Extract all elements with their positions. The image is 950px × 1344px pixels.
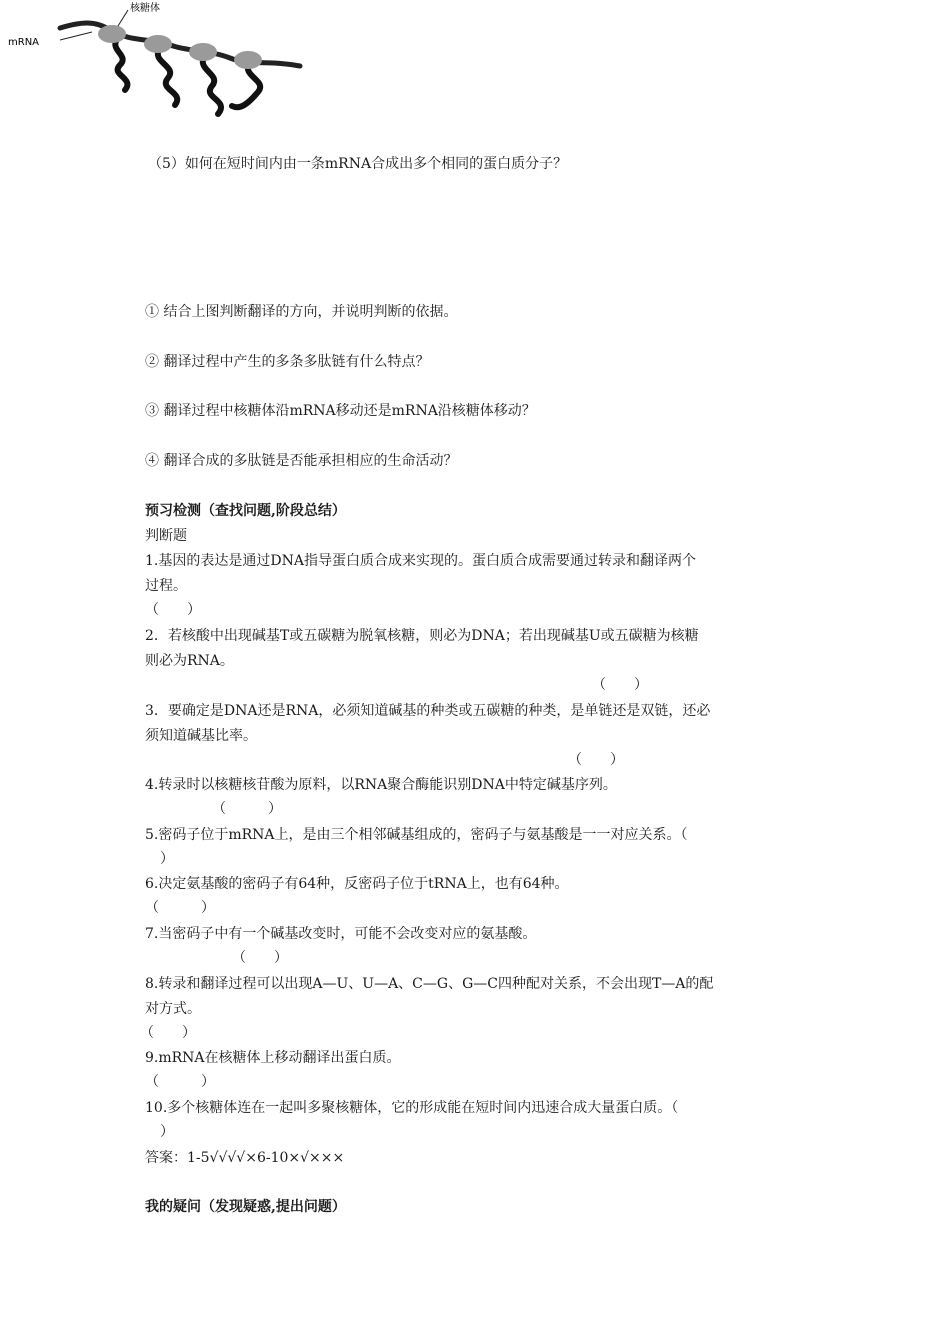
polypeptide-chain-3 <box>203 55 221 114</box>
ribosome-3 <box>189 43 217 61</box>
sub-question-2: ② 翻译过程中产生的多条多肽链有什么特点？ <box>145 354 430 370</box>
judgment-item-8-line-2: 对方式。 <box>145 1001 201 1017</box>
judgment-item-6-answer-blank[interactable]: （ ） <box>145 900 215 916</box>
judgment-item-4-line-1: 4.转录时以核糖核苷酸为原料，以RNA聚合酶能识别DNA中特定碱基序列。 <box>145 777 617 793</box>
judgment-item-3-answer-blank[interactable]: （ ） <box>568 752 624 768</box>
question-5: （5）如何在短时间内由一条mRNA合成出多个相同的蛋白质分子？ <box>148 156 568 172</box>
judgment-item-1-answer-blank[interactable]: （ ） <box>145 602 201 618</box>
mrna-label: mRNA <box>8 37 40 48</box>
sub-question-1: ① 结合上图判断翻译的方向，并说明判断的依据。 <box>145 304 458 320</box>
polypeptide-chain-1 <box>115 38 127 90</box>
judgment-item-3-line-2: 须知道碱基比率。 <box>145 728 257 744</box>
polypeptide-chain-2 <box>158 48 177 105</box>
judgment-item-6-line-1: 6.决定氨基酸的密码子有64种，反密码子位于tRNA上，也有64种。 <box>145 876 569 892</box>
sub-question-4: ④ 翻译合成的多肽链是否能承担相应的生命活动？ <box>145 453 458 469</box>
judgment-item-2-line-2: 则必为RNA。 <box>145 653 234 669</box>
judgment-item-10-answer-blank[interactable]: ） <box>160 1124 174 1140</box>
ribosome-label: 核糖体 <box>130 3 160 14</box>
judgment-item-9-line-1: 9.mRNA在核糖体上移动翻译出蛋白质。 <box>145 1050 401 1066</box>
preview-heading: 预习检测（查找问题,阶段总结） <box>145 503 346 519</box>
answer-key: 答案：1-5√√√√×6-10×√××× <box>145 1150 345 1166</box>
judgment-item-10-line-1: 10.多个核糖体连在一起叫多聚核糖体，它的形成能在短时间内迅速合成大量蛋白质。（ <box>145 1100 679 1116</box>
judgment-item-5-line-1: 5.密码子位于mRNA上，是由三个相邻碱基组成的，密码子与氨基酸是一一对应关系。（ <box>145 827 688 843</box>
sub-question-3: ③ 翻译过程中核糖体沿mRNA移动还是mRNA沿核糖体移动？ <box>145 403 536 419</box>
judgment-item-7-answer-blank[interactable]: （ ） <box>232 950 288 966</box>
doubt-heading: 我的疑问（发现疑惑,提出问题） <box>145 1199 346 1215</box>
ribosome-4 <box>234 51 262 69</box>
judgment-item-1-line-2: 过程。 <box>145 578 187 594</box>
judgment-item-5-answer-blank[interactable]: ） <box>160 851 174 867</box>
mrna-strand <box>60 23 300 66</box>
judgment-item-3-line-1: 3．要确定是DNA还是RNA，必须知道碱基的种类或五碳糖的种类，是单链还是双链，还必 <box>145 703 711 719</box>
judgment-item-9-answer-blank[interactable]: （ ） <box>145 1074 215 1090</box>
polyribosome-figure <box>0 0 310 120</box>
ribosome-1 <box>98 25 126 43</box>
ribosome-2 <box>144 35 172 53</box>
mrna-leader-line <box>60 32 92 40</box>
judgment-item-8-line-1: 8.转录和翻译过程可以出现A—U、U—A、C—G、G—C四种配对关系，不会出现T—A的配 <box>145 976 714 992</box>
preview-subheading: 判断题 <box>145 528 187 544</box>
judgment-item-7-line-1: 7.当密码子中有一个碱基改变时，可能不会改变对应的氨基酸。 <box>145 926 537 942</box>
judgment-item-2-answer-blank[interactable]: （ ） <box>592 677 648 693</box>
judgment-item-8-answer-blank[interactable]: （ ） <box>140 1025 196 1041</box>
judgment-item-2-line-1: 2．若核酸中出现碱基T或五碳糖为脱氧核糖，则必为DNA；若出现碱基U或五碳糖为核糖 <box>145 628 699 644</box>
judgment-item-4-answer-blank[interactable]: （ ） <box>212 801 282 817</box>
label-leader-line <box>118 10 128 26</box>
judgment-item-1-line-1: 1.基因的表达是通过DNA指导蛋白质合成来实现的。蛋白质合成需要通过转录和翻译两个 <box>145 553 696 569</box>
